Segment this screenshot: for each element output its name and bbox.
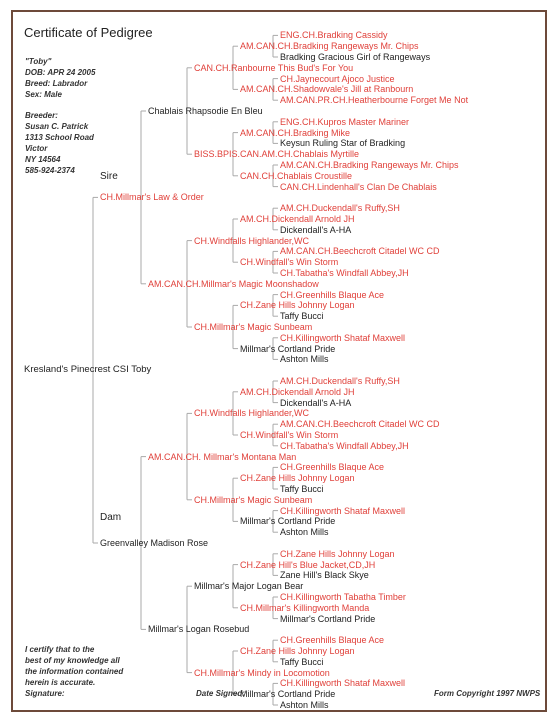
pedigree-entry-gen5: Taffy Bucci: [280, 484, 324, 494]
pedigree-entry-gen4: CH.Zane Hills Johnny Logan: [240, 300, 355, 311]
pedigree-entry-gen5: CAN.CH.Lindenhall's Clan De Chablais: [280, 181, 437, 192]
pedigree-entry-gen4: CH.Windfall's Win Storm: [240, 430, 339, 440]
copyright-notice: Form Copyright 1997 NWPS: [434, 689, 541, 698]
breeder-phone: 585-924-2374: [25, 166, 75, 175]
pedigree-entry-gen3: CH.Windfalls Highlander,WC: [194, 235, 310, 246]
certify-line: best of my knowledge all: [25, 656, 120, 665]
pedigree-entry-gen4: CH.Windfall's Win Storm: [240, 257, 339, 268]
pedigree-entry-gen2: AM.CAN.CH.Millmar's Magic Moonshadow: [148, 278, 319, 289]
dog-breed: Breed: Labrador: [25, 79, 88, 88]
breeder-city: Victor: [25, 144, 48, 153]
pedigree-entry-gen5: CH.Killingworth Shataf Maxwell: [280, 505, 406, 516]
certificate-title: Certificate of Pedigree: [24, 25, 153, 40]
pedigree-entry-gen5: Keysun Ruling Star of Bradking: [280, 138, 406, 149]
pedigree-entry-gen4: CAN.CH.Chablais Croustille: [240, 170, 353, 181]
dog-dob: DOB: APR 24 2005: [25, 68, 96, 77]
pedigree-entry-gen5: CH.Greenhills Blaque Ace: [280, 289, 385, 300]
pedigree-entry-gen5: CH.Killingworth Shataf Maxwell: [280, 678, 406, 689]
pedigree-entry-gen5: CH.Jaynecourt Ajoco Justice: [280, 73, 395, 84]
pedigree-entry-gen3: CAN.CH.Ranbourne This Bud's For You: [194, 62, 354, 73]
pedigree-entry-gen5: ENG.CH.Kupros Master Mariner: [280, 116, 410, 127]
pedigree-entry-gen5: Zane Hill's Black Skye: [280, 570, 369, 581]
pedigree-entry-gen0: Kresland's Pinecrest CSI Toby: [24, 364, 152, 376]
date-signed-label: Date Signed:: [196, 689, 245, 698]
pedigree-entry-gen5: CH.Greenhills Blaque Ace: [280, 462, 385, 473]
pedigree-entry-gen4: CH.Zane Hills Johnny Logan: [240, 646, 355, 656]
pedigree-entry-gen5: Millmar's Cortland Pride: [280, 613, 376, 624]
certify-line: the information contained: [25, 667, 124, 676]
breeder-address: 1313 School Road: [25, 133, 94, 142]
pedigree-entry-gen5: CH.Greenhills Blaque Ace: [280, 635, 385, 646]
pedigree-entry-gen5: AM.CAN.CH.Beechcroft Citadel WC CD: [280, 246, 440, 257]
breeder-heading: Breeder:: [25, 111, 58, 120]
pedigree-entry-gen5: AM.CAN.PR.CH.Heatherbourne Forget Me Not: [280, 95, 469, 106]
pedigree-entry-gen5: AM.CH.Duckendall's Ruffy,SH: [280, 203, 400, 214]
pedigree-entry-gen2: AM.CAN.CH. Millmar's Montana Man: [148, 451, 297, 462]
certification-statement: [25, 644, 123, 688]
pedigree-entry-gen5: Taffy Bucci: [280, 311, 324, 322]
pedigree-entry-gen4: AM.CH.Dickendall Arnold JH: [240, 214, 355, 224]
pedigree-entry-gen5: CH.Killingworth Shataf Maxwell: [280, 332, 406, 343]
pedigree-entry-gen4: Millmar's Cortland Pride: [240, 516, 336, 527]
pedigree-entry-gen5: ENG.CH.Bradking Cassidy: [280, 30, 388, 41]
pedigree-entry-gen5: Bradking Gracious Girl of Rangeways: [280, 52, 431, 62]
breeder-name: Susan C. Patrick: [25, 122, 89, 131]
pedigree-entry-gen2: Millmar's Logan Rosebud: [148, 624, 250, 635]
certify-line: I certify that to the: [25, 645, 95, 654]
pedigree-entry-gen3: BISS.BPIS.CAN.AM.CH.Chablais Myrtille: [194, 149, 360, 160]
dog-sex: Sex: Male: [25, 90, 62, 99]
pedigree-entry-gen5: AM.CAN.CH.Beechcroft Citadel WC CD: [280, 419, 440, 430]
pedigree-entry-gen3: CH.Millmar's Mindy in Locomotion: [194, 667, 330, 678]
breeder-state-zip: NY 14564: [25, 155, 61, 164]
pedigree-entry-gen2: Chablais Rhapsodie En Bleu: [148, 106, 263, 116]
pedigree-entry-gen5: Ashton Mills: [280, 527, 329, 538]
pedigree-entry-gen3: CH.Millmar's Magic Sunbeam: [194, 494, 313, 505]
pedigree-entry-gen5: AM.CAN.CH.Bradking Rangeways Mr. Chips: [280, 160, 459, 170]
signature-label: Signature:: [25, 689, 65, 698]
pedigree-entry-gen4: AM.CAN.CH.Bradking Rangeways Mr. Chips: [240, 41, 419, 52]
pedigree-entry-gen5: Dickendall's A-HA: [280, 397, 352, 408]
pedigree-entry-gen4: CH.Zane Hills Johnny Logan: [240, 473, 355, 484]
pedigree-entry-gen3: CH.Millmar's Magic Sunbeam: [194, 322, 313, 332]
pedigree-entry-gen4: Millmar's Cortland Pride: [240, 689, 336, 700]
pedigree-entry-gen4: CH.Zane Hill's Blue Jacket,CD,JH: [240, 559, 376, 570]
pedigree-entry-gen4: AM.CAN.CH.Shadowvale's Jill at Ranbourn: [240, 84, 414, 95]
pedigree-entry-gen4: AM.CH.Dickendall Arnold JH: [240, 386, 355, 397]
sire-label: Sire: [100, 171, 118, 182]
pedigree-entry-gen5: CH.Tabatha's Windfall Abbey,JH: [280, 440, 409, 451]
pedigree-entry-gen4: Millmar's Cortland Pride: [240, 343, 336, 354]
dog-call-name: "Toby": [25, 57, 52, 66]
pedigree-entry-gen4: AM.CAN.CH.Bradking Mike: [240, 127, 351, 138]
pedigree-entry-gen5: Dickendall's A-HA: [280, 224, 352, 235]
pedigree-entry-gen5: Ashton Mills: [280, 354, 329, 365]
certify-line: herein is accurate.: [25, 678, 96, 687]
pedigree-entry-gen5: AM.CH.Duckendall's Ruffy,SH: [280, 376, 400, 386]
pedigree-entry-gen1: CH.Millmar's Law & Order: [100, 192, 204, 203]
pedigree-entry-gen3: Millmar's Major Logan Bear: [194, 581, 304, 592]
pedigree-entry-gen1: Greenvalley Madison Rose: [100, 538, 209, 548]
pedigree-entry-gen4: CH.Millmar's Killingworth Manda: [240, 602, 370, 613]
pedigree-entry-gen5: CH.Killingworth Tabatha Timber: [280, 592, 406, 602]
pedigree-entry-gen5: Ashton Mills: [280, 700, 329, 710]
pedigree-entry-gen5: CH.Tabatha's Windfall Abbey,JH: [280, 268, 409, 278]
pedigree-entry-gen5: Taffy Bucci: [280, 656, 324, 667]
pedigree-entry-gen5: CH.Zane Hills Johnny Logan: [280, 548, 395, 559]
pedigree-entry-gen3: CH.Windfalls Highlander,WC: [194, 408, 310, 419]
dam-label: Dam: [100, 512, 122, 523]
